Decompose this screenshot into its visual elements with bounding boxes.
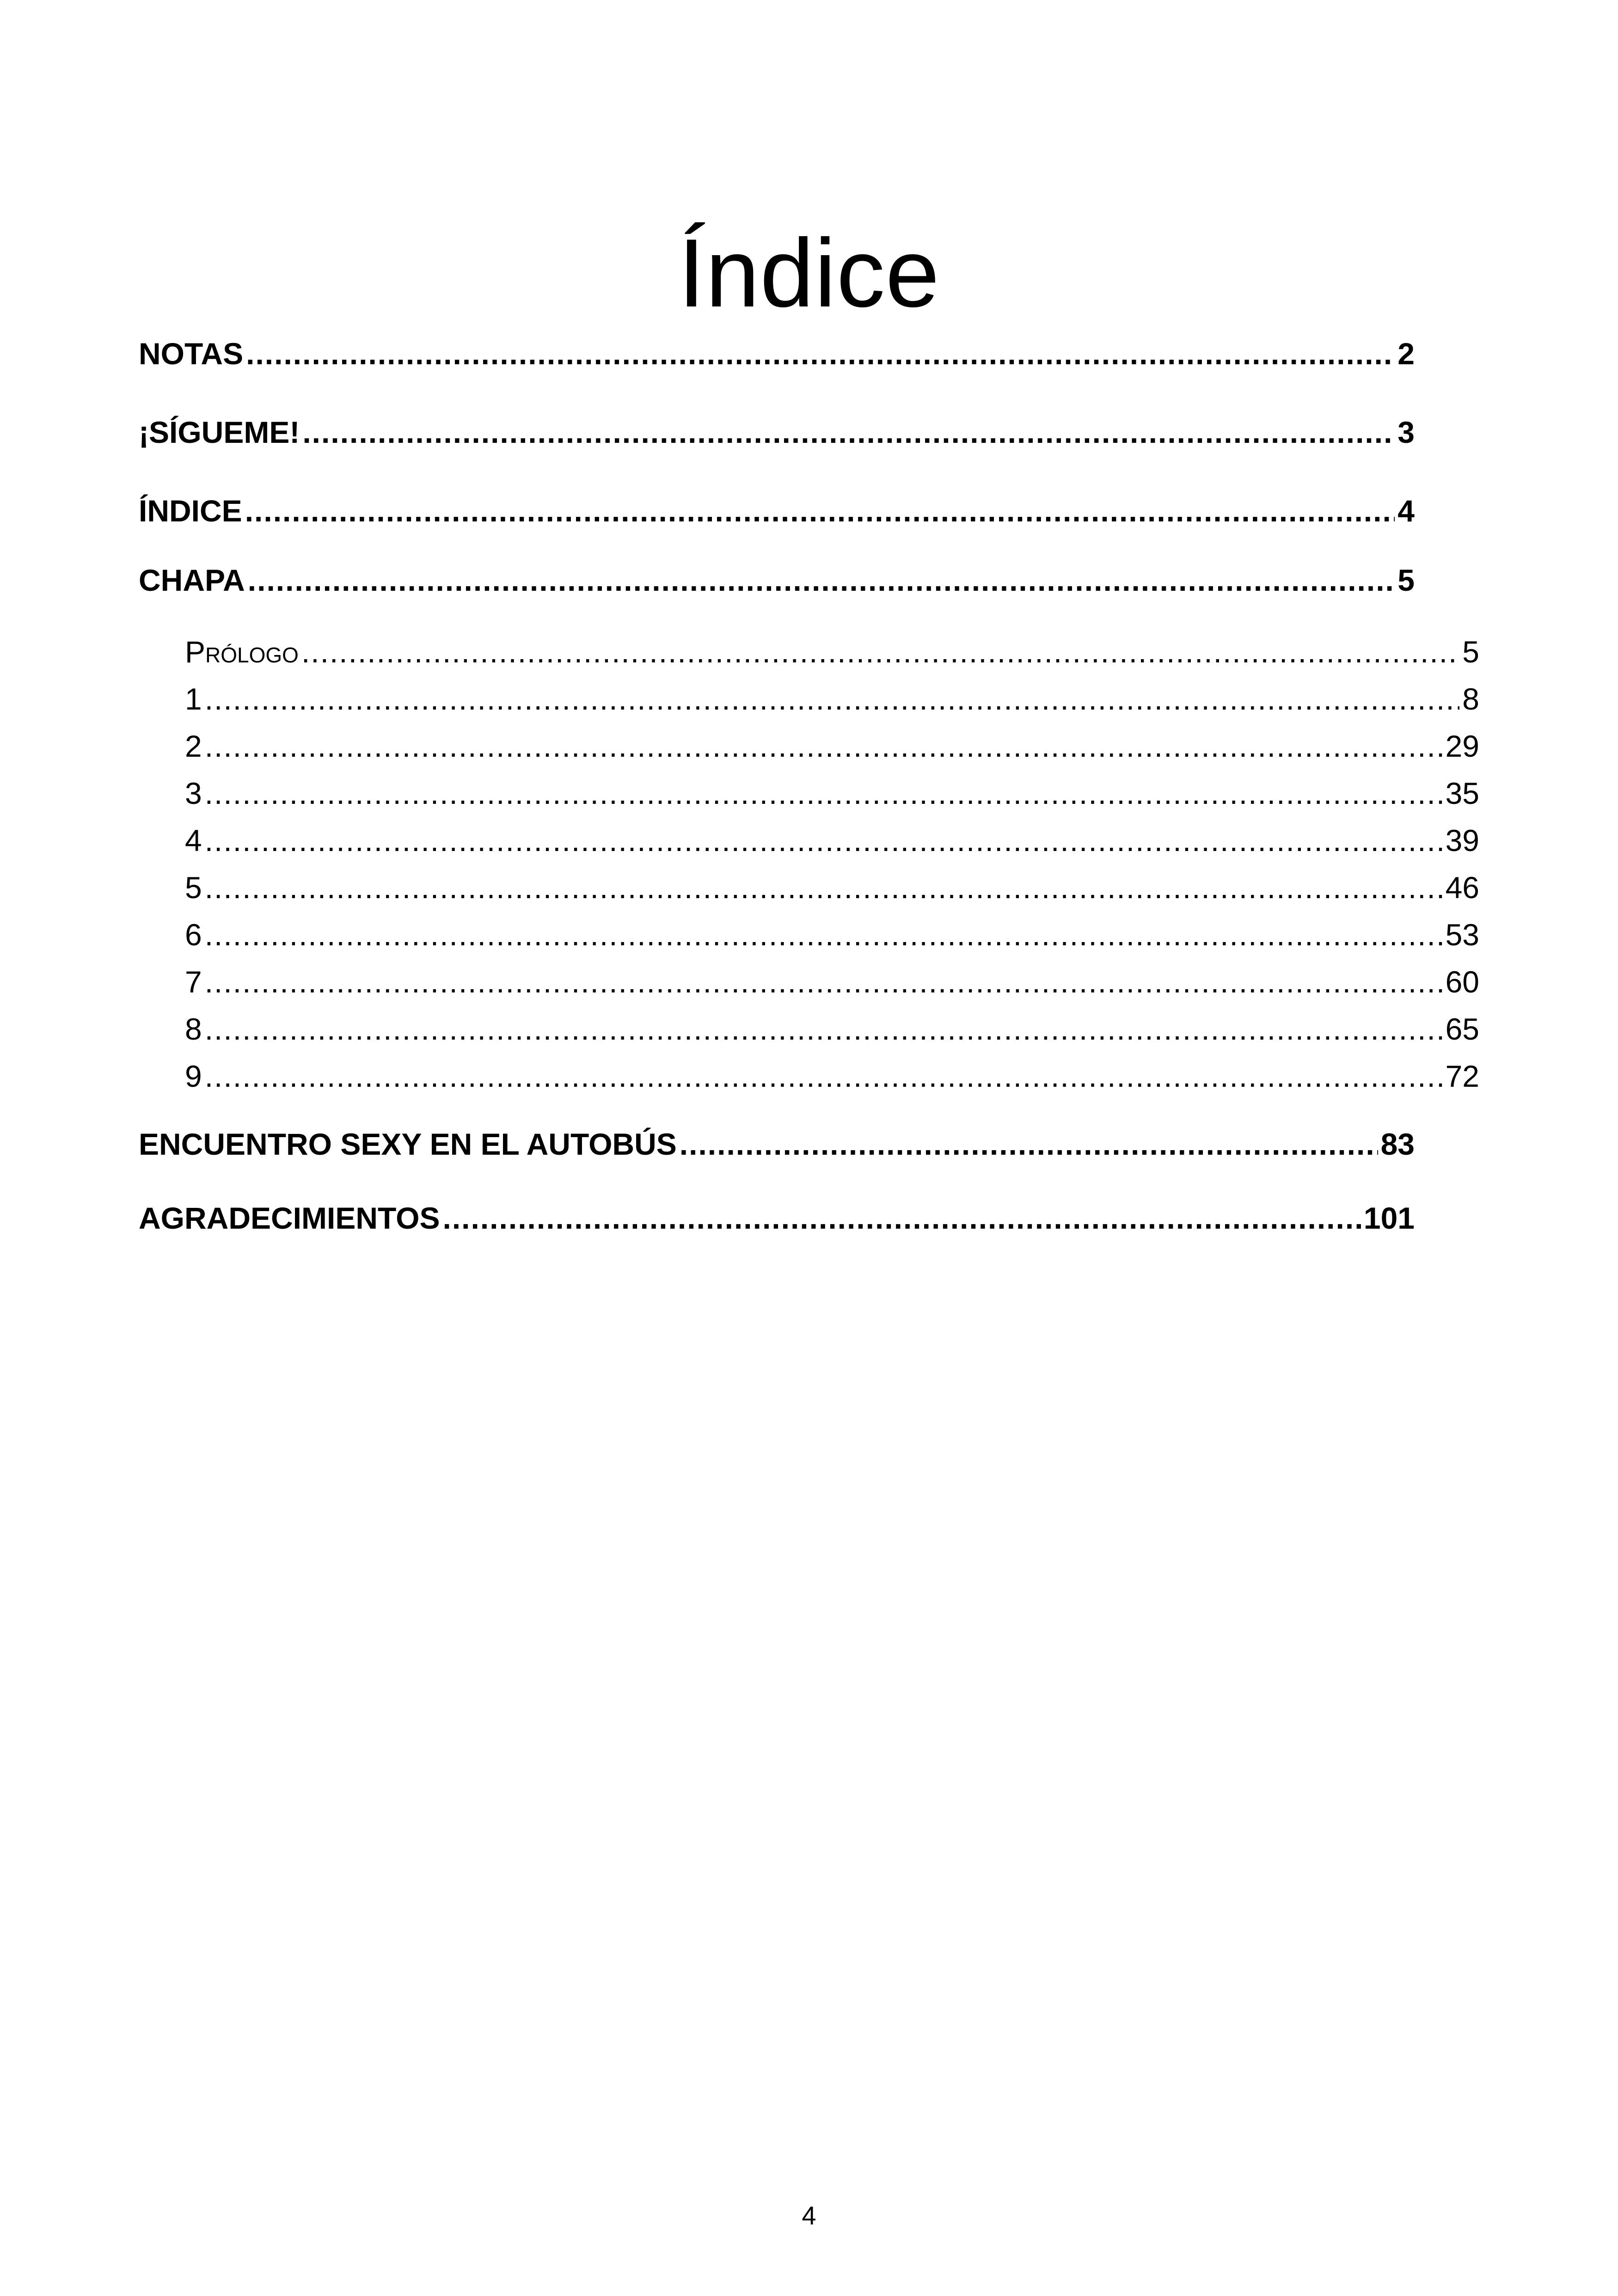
toc-subentry-prologo[interactable] (185, 629, 1479, 675)
toc-subentry-label: 7 (185, 965, 202, 999)
toc-entry-page: 101 (1363, 1201, 1415, 1235)
dot-leader (248, 559, 1395, 601)
dot-leader (205, 1053, 1443, 1099)
dot-leader (205, 723, 1443, 769)
dot-leader (245, 490, 1395, 532)
toc-subentry-label: 4 (185, 823, 202, 857)
toc-entry-label: NOTAS (139, 337, 244, 371)
toc-subentry-2[interactable] (185, 723, 1479, 769)
toc-entry-label: ÍNDICE (139, 494, 242, 528)
toc-subentry-label: 8 (185, 1012, 202, 1046)
toc-subentry-9[interactable] (185, 1053, 1479, 1099)
toc-subentry-label: Prólogo (185, 635, 299, 669)
dot-leader (205, 817, 1443, 863)
dot-leader (205, 1006, 1443, 1052)
toc-subentry-1[interactable] (185, 676, 1479, 722)
toc-entry-page: 2 (1397, 337, 1415, 371)
dot-leader (205, 676, 1460, 722)
toc-subentry-8[interactable] (185, 1006, 1479, 1052)
page-number: 4 (802, 2201, 816, 2230)
toc-entry-label: CHAPA (139, 563, 245, 597)
dot-leader (205, 770, 1443, 816)
page-title: Índice (678, 218, 940, 327)
toc-entry-encuentro[interactable] (139, 1123, 1415, 1165)
toc-subentry-3[interactable] (185, 770, 1479, 816)
toc-subentry-label: 1 (185, 682, 202, 716)
dot-leader (205, 864, 1443, 911)
toc-entry-agradecimientos[interactable] (139, 1197, 1415, 1239)
toc-subentry-page: 53 (1445, 918, 1479, 952)
toc-entry-indice[interactable] (139, 490, 1415, 532)
toc-subentry-label: 3 (185, 776, 202, 810)
dot-leader (205, 959, 1443, 1005)
toc-subentry-page: 46 (1445, 870, 1479, 905)
toc-subentry-page: 29 (1445, 729, 1479, 763)
dot-leader (301, 629, 1459, 675)
toc-entry-notas[interactable] (139, 333, 1415, 374)
toc-subentry-7[interactable] (185, 959, 1479, 1005)
toc-subentry-page: 72 (1445, 1059, 1479, 1093)
toc-subentry-6[interactable] (185, 912, 1479, 958)
toc-subentry-4[interactable] (185, 817, 1479, 863)
toc-entry-label: ENCUENTRO SEXY EN EL AUTOBÚS (139, 1127, 677, 1161)
dot-leader (205, 912, 1443, 958)
toc-entry-page: 83 (1380, 1127, 1415, 1161)
toc-entry-chapa[interactable] (139, 559, 1415, 601)
toc-subentry-page: 35 (1445, 776, 1479, 810)
toc-subentry-page: 5 (1462, 635, 1479, 669)
toc-subentry-page: 60 (1445, 965, 1479, 999)
toc-subentry-label: 2 (185, 729, 202, 763)
toc-subentry-label: 6 (185, 918, 202, 952)
toc-subentry-page: 65 (1445, 1012, 1479, 1046)
toc-entry-page: 4 (1397, 494, 1415, 528)
toc-subentry-page: 8 (1462, 682, 1479, 716)
toc-subentry-label: 5 (185, 870, 202, 905)
toc-entry-page: 3 (1397, 415, 1415, 449)
dot-leader (246, 333, 1395, 374)
toc-entry-label: ¡SÍGUEME! (139, 415, 300, 449)
toc-entry-label: AGRADECIMIENTOS (139, 1201, 440, 1235)
toc-entry-page: 5 (1397, 563, 1415, 597)
toc-subentry-page: 39 (1445, 823, 1479, 857)
toc-entry-sigueme[interactable] (139, 411, 1415, 453)
dot-leader (443, 1197, 1361, 1239)
dot-leader (680, 1123, 1378, 1165)
toc-subentry-5[interactable] (185, 864, 1479, 911)
toc-subentry-label: 9 (185, 1059, 202, 1093)
dot-leader (302, 411, 1395, 453)
